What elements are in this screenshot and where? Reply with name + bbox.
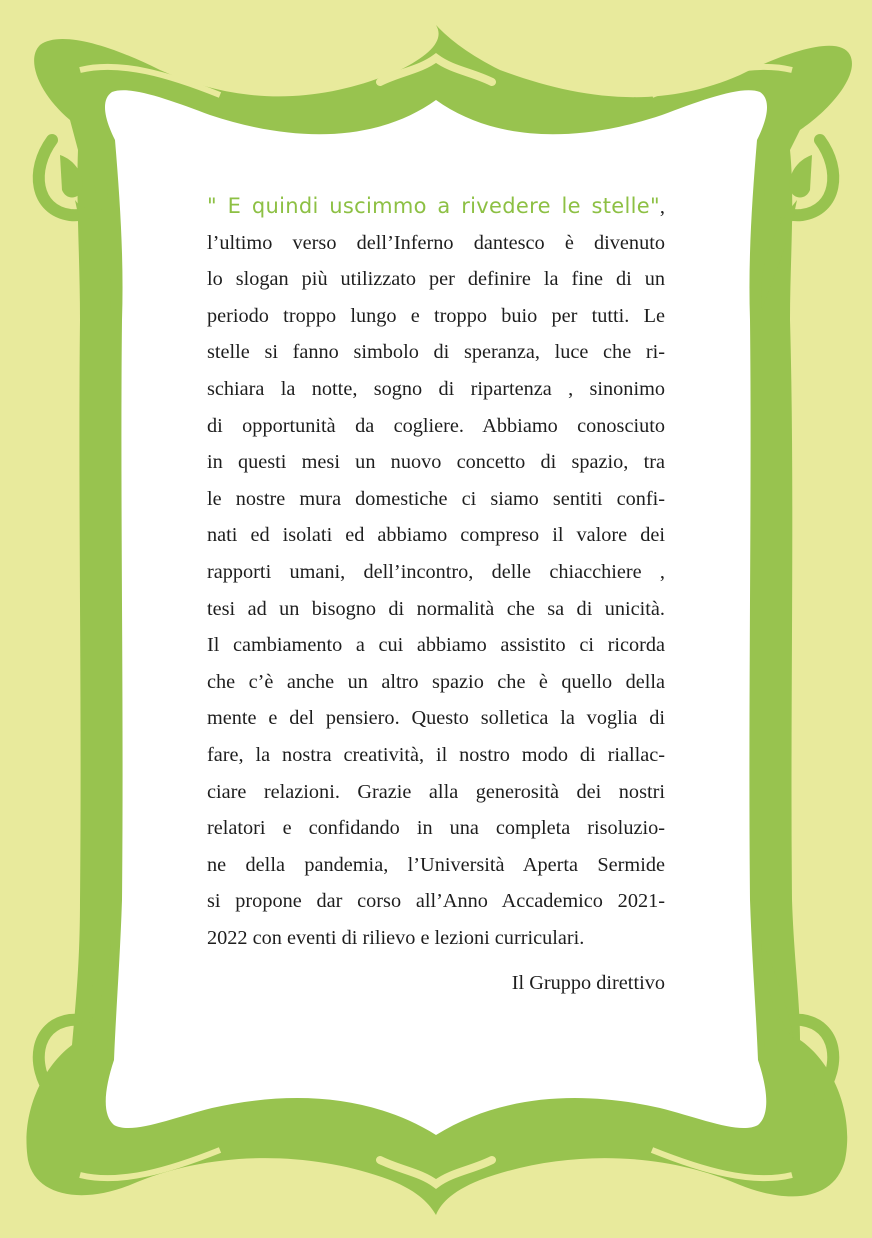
body-line: in questi mesi un nuovo concetto di spazio, tra <box>207 451 665 474</box>
dante-quote: " E quindi uscimmo a rivedere le stelle" <box>207 194 660 218</box>
body-line: Il cambiamento a cui abbiamo assistito ci ricorda <box>207 634 665 657</box>
signature: Il Gruppo direttivo <box>511 972 665 994</box>
body-line: nati ed isolati ed abbiamo compreso il valore dei <box>207 524 665 547</box>
body-line: l’ultimo verso dell’Inferno dantesco è divenuto <box>207 231 665 254</box>
body-line: tesi ad un bisogno di normalità che sa di unicità. <box>207 597 665 620</box>
body-line: relatori e confidando in una completa risoluzio- <box>207 817 665 840</box>
body-line: mente e del pensiero. Questo solletica la voglia di <box>207 707 665 730</box>
quote-line <box>207 188 665 225</box>
body-line: che c’è anche un altro spazio che è quello della <box>207 670 665 693</box>
body-line: stelle si fanno simbolo di speranza, luce che ri- <box>207 341 665 364</box>
curl-top-right-inner <box>789 155 812 198</box>
body-line: periodo troppo lungo e troppo buio per tutti. Le <box>207 304 665 327</box>
body-line: 2022 con eventi di rilievo e lezioni curriculari. <box>207 926 585 949</box>
body-line: fare, la nostra creatività, il nostro modo di riallac- <box>207 743 665 766</box>
body-line: schiara la notte, sogno di ripartenza , sinonimo <box>207 377 665 400</box>
body-line: si propone dar corso all’Anno Accademico 2021- <box>207 890 665 913</box>
body-line: rapporti umani, dell’incontro, delle chiacchiere , <box>207 560 665 583</box>
body-line: lo slogan più utilizzato per definire la fine di un <box>207 268 665 291</box>
body-text <box>207 188 665 956</box>
quote-trailing: , <box>659 196 665 218</box>
body-line: ciare relazioni. Grazie alla generosità dei nostri <box>207 780 665 803</box>
body-line: ne della pandemia, l’Università Aperta Sermide <box>207 853 665 876</box>
body-line: le nostre mura domestiche ci siamo sentiti confi- <box>207 487 665 510</box>
body-line: di opportunità da cogliere. Abbiamo conosciuto <box>207 414 665 437</box>
